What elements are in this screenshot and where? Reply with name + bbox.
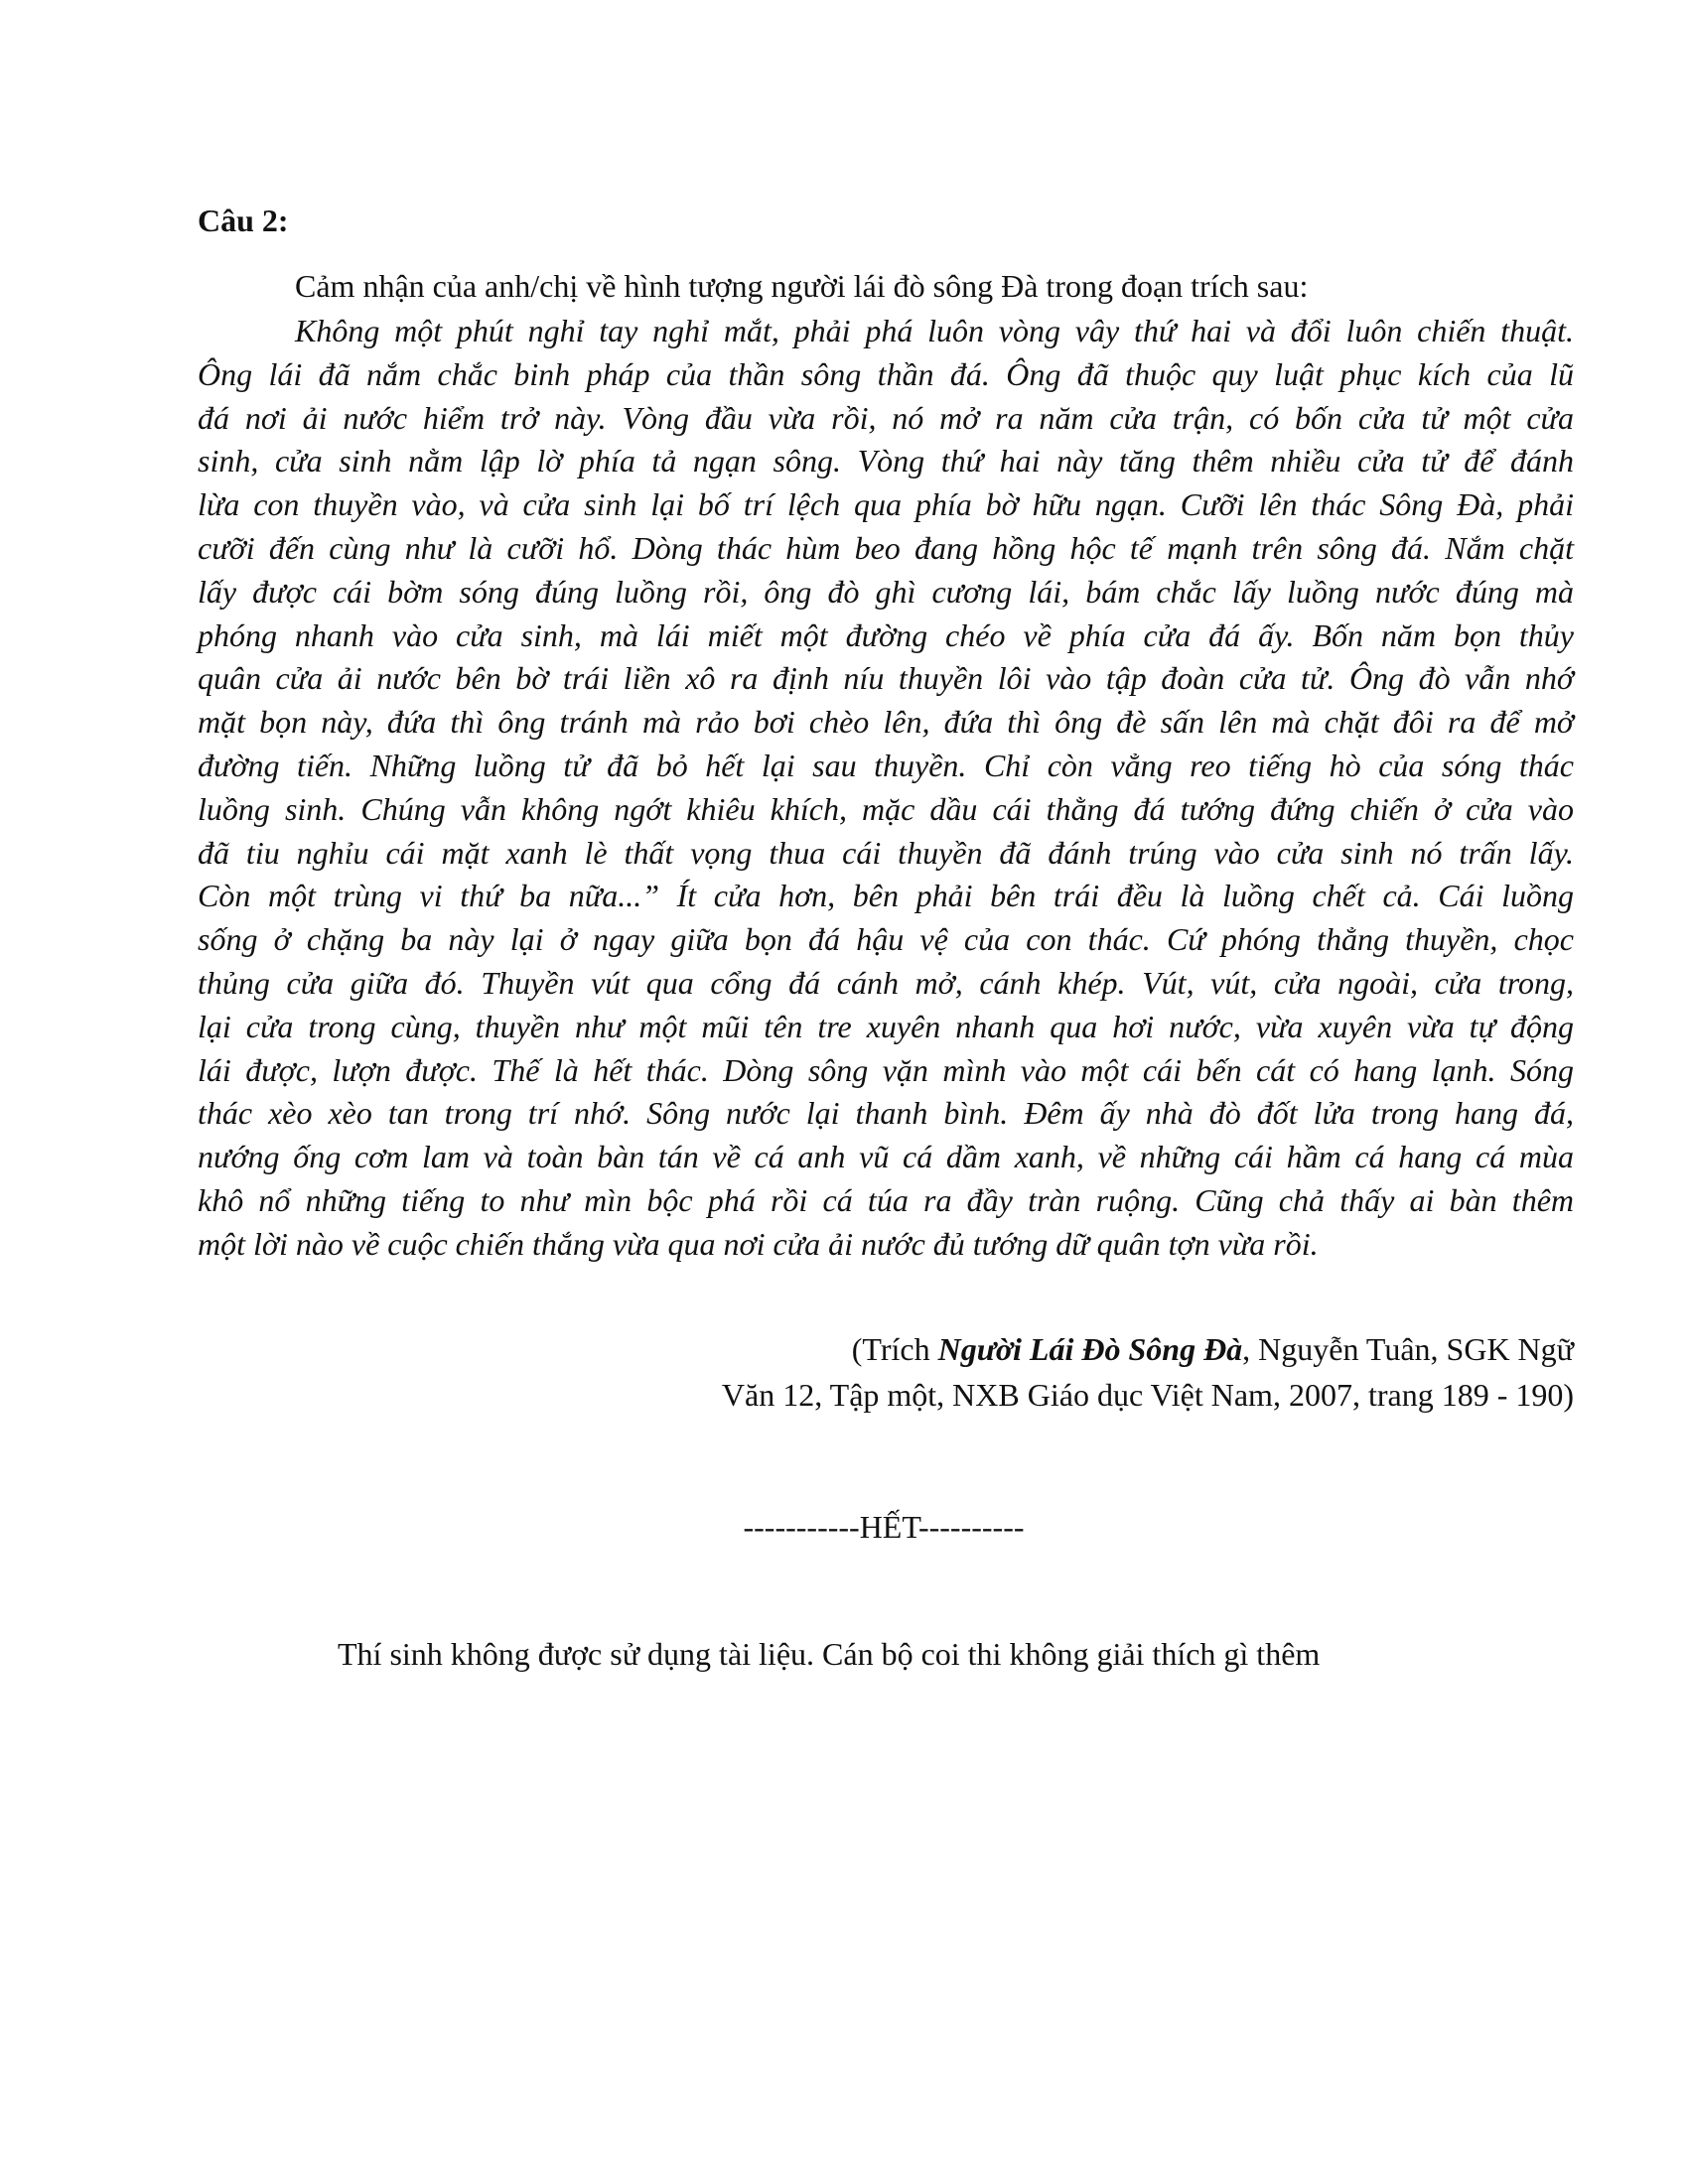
passage-line: đường tiến. Những luồng tử đã bỏ hết lại sau thuyền. Chỉ còn vẳng reo tiếng hò của sóng thác bbox=[198, 747, 1574, 783]
passage-line: lừa con thuyền vào, và cửa sinh lại bố trí lệch qua phía bờ hữu ngạn. Cưỡi lên thác Sông Đà, phải bbox=[198, 486, 1574, 523]
passage-line: luồng sinh. Chúng vẫn không ngớt khiêu khích, mặc dầu cái thằng đá tướng đứng chiến ở cửa vào bbox=[198, 790, 1574, 827]
passage-line: thủng cửa giữa đó. Thuyền vút qua cổng đá cánh mở, cánh khép. Vút, vút, cửa ngoài, cửa trong, bbox=[198, 964, 1574, 1001]
passage-line: lại cửa trong cùng, thuyền như một mũi tên tre xuyên nhanh qua hơi nước, vừa xuyên vừa tự động bbox=[198, 1008, 1574, 1044]
passage-line: phóng nhanh vào cửa sinh, mà lái miết một đường chéo về phía cửa đá ấy. Bốn năm bọn thủy bbox=[198, 616, 1574, 653]
source-citation bbox=[722, 1326, 1574, 1418]
citation-author-book: , Nguyễn Tuân, SGK Ngữ bbox=[1242, 1331, 1574, 1367]
passage-line: mặt bọn này, đứa thì ông tránh mà rảo bơi chèo lên, đứa thì ông đè sấn lên mà chặt đôi ra để mở bbox=[198, 704, 1574, 741]
citation-line-1 bbox=[722, 1326, 1574, 1372]
passage-line: sinh, cửa sinh nằm lập lờ phía tả ngạn sông. Vòng thứ hai này tăng thêm nhiều cửa tử để đánh bbox=[198, 443, 1574, 479]
citation-line-2: Văn 12, Tập một, NXB Giáo dục Việt Nam, 2007, trang 189 - 190) bbox=[721, 1377, 1574, 1413]
question-prompt: Cảm nhận của anh/chị về hình tượng người lái đò sông Đà trong đoạn trích sau: bbox=[295, 268, 1309, 304]
passage-line: sống ở chặng ba này lại ở ngay giữa bọn đá hậu vệ của con thác. Cứ phóng thẳng thuyền, chọc bbox=[198, 921, 1574, 958]
passage-line: cưỡi đến cùng như là cưỡi hổ. Dòng thác hùm beo đang hồng hộc tế mạnh trên sông đá. Nắm chặt bbox=[198, 529, 1574, 566]
excerpt-passage bbox=[198, 310, 1574, 1267]
passage-line: lái được, lượn được. Thế là hết thác. Dòng sông vặn mình vào một cái bến cát có hang lạnh. Sóng bbox=[198, 1051, 1574, 1088]
passage-line: lấy được cái bờm sóng đúng luồng rồi, ông đò ghì cương lái, bám chắc lấy luồng nước đúng mà bbox=[198, 573, 1574, 610]
passage-line: đã tiu nghỉu cái mặt xanh lè thất vọng thua cái thuyền đã đánh trúng vào cửa sinh nó trấn lấy. bbox=[198, 834, 1574, 871]
passage-line: Còn một trùng vi thứ ba nữa...” Ít cửa hơn, bên phải bên trái đều là luồng chết cả. Cái luồng bbox=[198, 878, 1574, 914]
question-heading: Câu 2: bbox=[198, 203, 289, 238]
passage-line: nướng ống cơm lam và toàn bàn tán về cá anh vũ cá dầm xanh, về những cái hầm cá hang cá mùa bbox=[198, 1139, 1574, 1175]
passage-line: đá nơi ải nước hiểm trở này. Vòng đầu vừa rồi, nó mở ra năm cửa trận, có bốn cửa tử một cửa bbox=[198, 399, 1574, 436]
passage-line: thác xèo xèo tan trong trí nhớ. Sông nước lại thanh bình. Đêm ấy nhà đò đốt lửa trong hang đá, bbox=[198, 1095, 1574, 1132]
passage-line: Không một phút nghỉ tay nghỉ mắt, phải phá luôn vòng vây thứ hai và đổi luôn chiến thuật. bbox=[295, 313, 1574, 348]
end-mark: -----------HẾT---------- bbox=[743, 1509, 1025, 1545]
passage-line: một lời nào về cuộc chiến thắng vừa qua nơi cửa ải nước đủ tướng dữ quân tợn vừa rồi. bbox=[198, 1225, 1319, 1262]
citation-work-title: Người Lái Đò Sông Đà bbox=[937, 1331, 1243, 1367]
passage-line: Ông lái đã nắm chắc binh pháp của thần sông thần đá. Ông đã thuộc quy luật phục kích của lũ bbox=[198, 355, 1574, 392]
citation-open: (Trích bbox=[851, 1331, 938, 1367]
passage-line: khô nổ những tiếng to như mìn bộc phá rồi cá túa ra đầy tràn ruộng. Cũng chả thấy ai bàn thêm bbox=[198, 1181, 1574, 1218]
passage-line: quân cửa ải nước bên bờ trái liền xô ra định níu thuyền lôi vào tập đoàn cửa tử. Ông đò vẫn nhớ bbox=[198, 660, 1574, 697]
exam-footer-note: Thí sinh không được sử dụng tài liệu. Cán bộ coi thi không giải thích gì thêm bbox=[338, 1636, 1321, 1672]
